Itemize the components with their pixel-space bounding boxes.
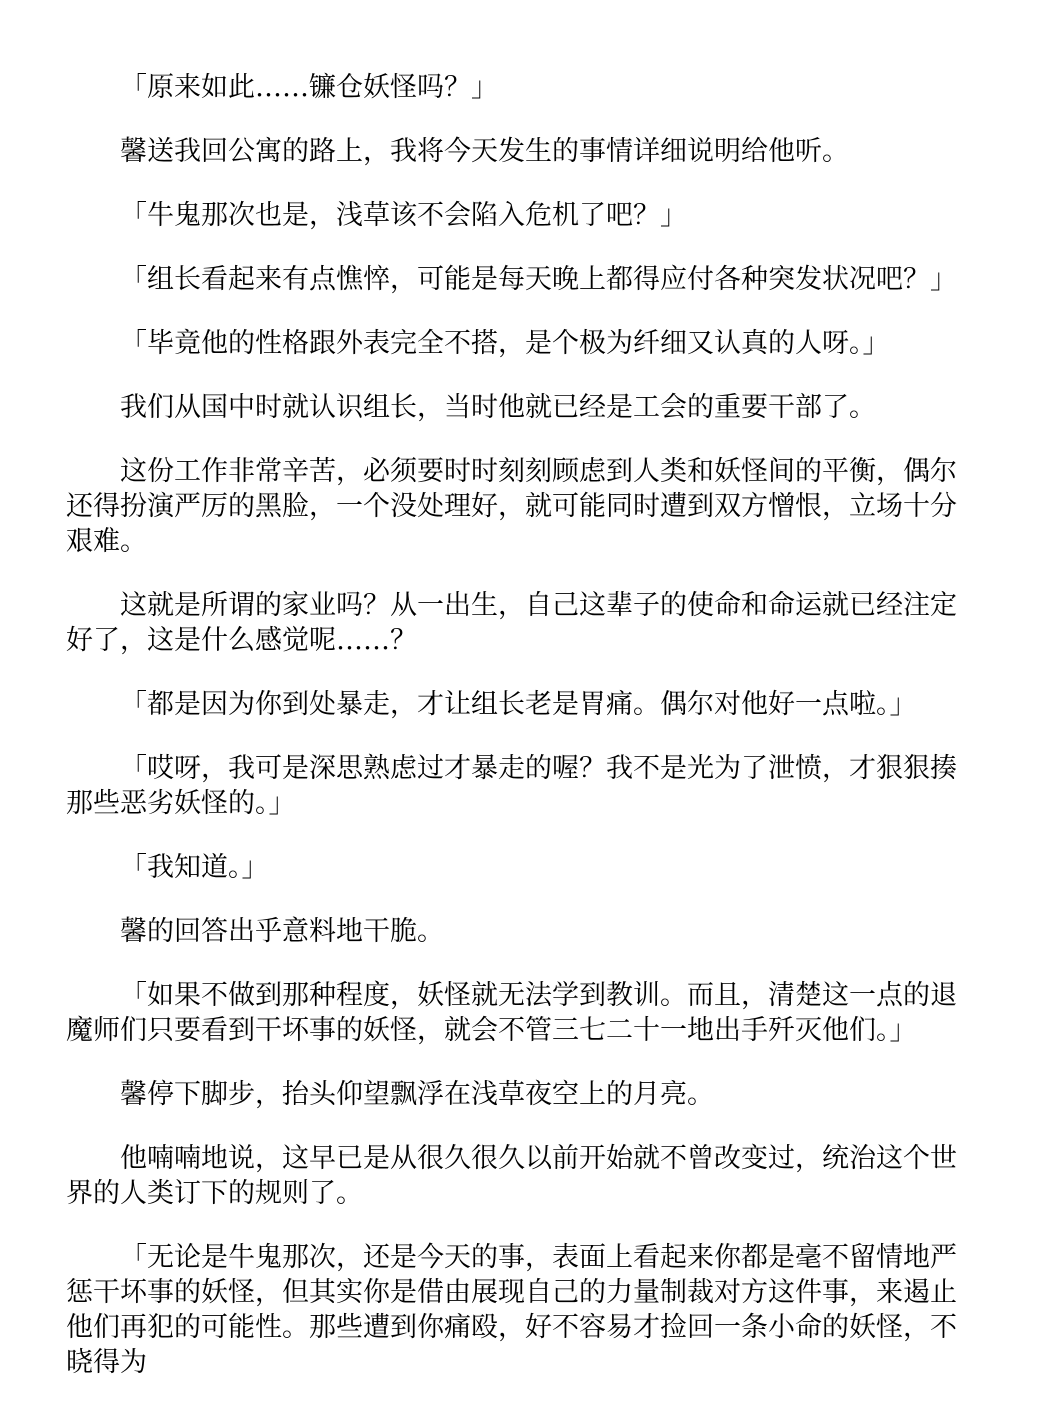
paragraph: 馨停下脚步，抬头仰望飘浮在浅草夜空上的月亮。 <box>120 1079 714 1110</box>
paragraph: 「如果不做到那种程度，妖怪就无法学到教训。而且，清楚这一点的退魔师们只要看到干坏事的妖怪，就会不管三七二十一地出手歼灭他们。」 <box>66 980 957 1046</box>
paragraph: 他喃喃地说，这早已是从很久很久以前开始就不曾改变过，统治这个世界的人类订下的规则了。 <box>66 1143 957 1209</box>
paragraph: 「组长看起来有点憔悴，可能是每天晚上都得应付各种突发状况吧？」 <box>120 264 957 295</box>
paragraph: 馨送我回公寓的路上，我将今天发生的事情详细说明给他听。 <box>120 136 849 167</box>
paragraph: 「原来如此……镰仓妖怪吗？」 <box>120 72 498 103</box>
paragraph: 我们从国中时就认识组长，当时他就已经是工会的重要干部了。 <box>120 392 876 423</box>
paragraph: 「无论是牛鬼那次，还是今天的事，表面上看起来你都是毫不留情地严惩干坏事的妖怪，但其实你是借由展现自己的力量制裁对方这件事，来遏止他们再犯的可能性。那些遭到你痛殴，好不容易才捡回一条小命的妖怪，不晓得为 <box>66 1242 957 1378</box>
paragraph: 这就是所谓的家业吗？从一出生，自己这辈子的使命和命运就已经注定好了，这是什么感觉呢……？ <box>66 590 957 656</box>
paragraph: 这份工作非常辛苦，必须要时时刻刻顾虑到人类和妖怪间的平衡，偶尔还得扮演严厉的黑脸，一个没处理好，就可能同时遭到双方憎恨，立场十分艰难。 <box>66 456 957 557</box>
paragraph: 「毕竟他的性格跟外表完全不搭，是个极为纤细又认真的人呀。」 <box>120 328 890 359</box>
document-page <box>66 70 976 1409</box>
paragraph: 「牛鬼那次也是，浅草该不会陷入危机了吧？」 <box>120 200 687 231</box>
paragraph: 「都是因为你到处暴走，才让组长老是胃痛。偶尔对他好一点啦。」 <box>120 689 917 720</box>
paragraph: 「哎呀，我可是深思熟虑过才暴走的喔？我不是光为了泄愤，才狠狠揍那些恶劣妖怪的。」 <box>66 753 957 819</box>
paragraph: 馨的回答出乎意料地干脆。 <box>120 916 444 947</box>
paragraph: 「我知道。」 <box>120 852 269 883</box>
